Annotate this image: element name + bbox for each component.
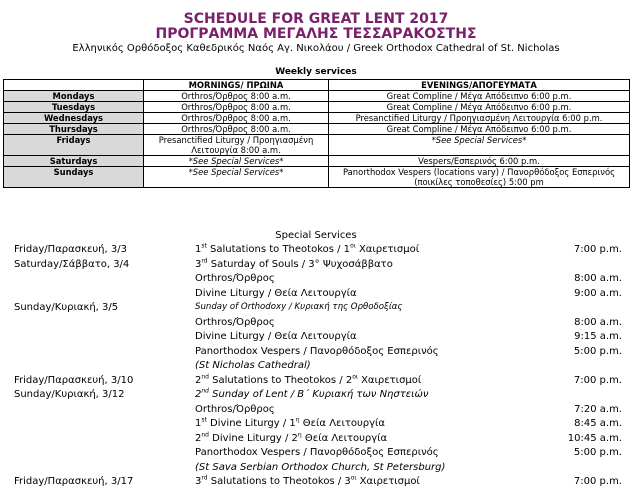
service-text-tail: Θεία Λειτουργία xyxy=(299,418,385,429)
service-text: Divine Liturgy / 1 xyxy=(206,418,296,429)
service-text-tail: Χαιρετισμοί xyxy=(357,375,422,386)
weekday-cell: Saturdays xyxy=(4,156,144,167)
service-time: 8:00 a.m. xyxy=(574,317,622,328)
evening-cell: *See Special Services* xyxy=(329,135,630,156)
ordinal-suffix-greek: η xyxy=(295,416,300,424)
evening-cell: Presanctified Liturgy / Προηγιασμένη Λειτουργία 6:00 p.m. xyxy=(329,113,630,124)
special-services-heading: Special Services xyxy=(275,230,357,241)
service-ordinal: 2 xyxy=(195,433,202,444)
service-name xyxy=(195,461,445,474)
service-text: (St Nicholas Cathedral) xyxy=(195,360,311,371)
ordinal-suffix-greek: η xyxy=(297,431,302,439)
service-text: Divine Liturgy / Θεία Λειτουργία xyxy=(195,288,357,299)
service-name xyxy=(195,388,429,401)
service-time: 10:45 a.m. xyxy=(567,433,622,444)
table-row xyxy=(4,91,630,102)
ordinal-suffix: st xyxy=(201,242,207,250)
service-time: 5:00 p.m. xyxy=(573,346,622,357)
service-name xyxy=(195,272,275,285)
weekday-cell: Tuesdays xyxy=(4,102,144,113)
service-text-tail: Θεία Λειτουργία xyxy=(301,433,388,444)
table-row xyxy=(4,102,630,113)
service-time: 7:00 p.m. xyxy=(573,375,622,386)
service-time: 8:00 a.m. xyxy=(574,273,622,284)
service-date: Friday/Παρασκευή, 3/3 xyxy=(14,244,127,255)
service-text: Sunday of Lent / Β΄ Κυριακή των Νηστειών xyxy=(209,389,429,400)
title-greek: ΠΡΟΓΡΑΜΜΑ ΜΕΓΑΛΗΣ ΤΕΣΣΑΡΑΚΟΣΤΗΣ xyxy=(155,26,477,42)
weekday-cell: Fridays xyxy=(4,135,144,156)
service-name xyxy=(195,258,393,271)
title-english: SCHEDULE FOR GREAT LENT 2017 xyxy=(183,11,449,27)
weekday-cell: Wednesdays xyxy=(4,113,144,124)
evening-cell: Great Compline / Μέγα Απόδειπνο 6:00 p.m. xyxy=(329,102,630,113)
service-text-tail: Χαιρετισμοί xyxy=(355,244,420,255)
header-empty xyxy=(4,80,144,91)
service-date: Saturday/Σάββατο, 3/4 xyxy=(14,259,130,270)
header-evenings: EVENINGS/ΑΠΟΓΕΥΜΑΤΑ xyxy=(329,80,630,91)
weekday-cell: Sundays xyxy=(4,167,144,188)
weekly-services-heading: Weekly services xyxy=(275,67,357,77)
service-name xyxy=(195,432,387,445)
table-row xyxy=(4,113,630,124)
service-name xyxy=(195,316,275,329)
evening-cell: Vespers/Εσπερινός 6:00 p.m. xyxy=(329,156,630,167)
table-row xyxy=(4,156,630,167)
service-ordinal: 1 xyxy=(195,244,202,255)
cathedral-subtitle: Ελληνικός Ορθόδοξος Καθεδρικός Ναός Αγ. Νικολάου / Greek Orthodox Cathedral of St. Nicholas xyxy=(72,43,560,54)
service-ordinal: 2 xyxy=(195,389,202,400)
service-name xyxy=(195,403,275,416)
service-date: Sunday/Κυριακή, 3/5 xyxy=(14,302,119,313)
service-date: Friday/Παρασκευή, 3/17 xyxy=(14,476,134,487)
ordinal-suffix-greek: οι xyxy=(350,474,357,482)
header-mornings: MORNINGS/ ΠΡΩΙΝΑ xyxy=(144,80,329,91)
ordinal-suffix: rd xyxy=(201,257,208,265)
evening-cell: Great Compline / Μέγα Απόδειπνο 6:00 p.m. xyxy=(329,124,630,135)
service-text: Salutations to Theotokos / 1 xyxy=(206,244,351,255)
ordinal-suffix-greek: οι xyxy=(352,373,358,381)
service-name xyxy=(195,359,311,372)
service-time: 7:00 p.m. xyxy=(573,244,622,255)
weekday-cell: Thursdays xyxy=(4,124,144,135)
service-name xyxy=(195,446,439,459)
service-text: Divine Liturgy / 2 xyxy=(209,433,298,444)
service-text: Divine Liturgy / Θεία Λειτουργία xyxy=(195,331,357,342)
service-name xyxy=(195,345,439,358)
service-text: Sunday of Orthodoxy / Κυριακή της Ορθοδοξίας xyxy=(195,302,403,312)
service-date: Friday/Παρασκευή, 3/10 xyxy=(14,375,134,386)
service-text: (St Sava Serbian Orthodox Church, St Petersburg) xyxy=(195,462,446,473)
morning-cell: *See Special Services* xyxy=(144,156,329,167)
service-ordinal: 1 xyxy=(195,418,202,429)
service-text: Saturday of Souls / 3° Ψυχοσάββατο xyxy=(207,259,393,270)
service-time: 8:45 a.m. xyxy=(574,418,622,429)
morning-cell: Orthros/Όρθρος 8:00 a.m. xyxy=(144,113,329,124)
service-time: 7:20 a.m. xyxy=(574,404,622,415)
evening-cell: Great Compline / Μέγα Απόδειπνο 6:00 p.m. xyxy=(329,91,630,102)
service-name xyxy=(195,374,421,387)
ordinal-suffix: nd xyxy=(201,431,209,439)
table-row xyxy=(4,167,630,188)
service-text: Panorthodox Vespers / Πανορθόδοξος Εσπερινός xyxy=(195,346,439,357)
service-name xyxy=(195,417,385,430)
service-name xyxy=(195,475,420,488)
service-ordinal: 3 xyxy=(195,476,202,487)
service-name xyxy=(195,330,357,343)
ordinal-suffix: nd xyxy=(201,373,209,381)
service-text: Salutations to Theotokos / 3 xyxy=(207,476,351,487)
service-ordinal: 3 xyxy=(195,259,202,270)
service-text-tail: Χαιρετισμοί xyxy=(356,476,420,487)
service-date: Sunday/Κυριακή, 3/12 xyxy=(14,389,125,400)
ordinal-suffix: rd xyxy=(201,474,208,482)
service-text: Orthros/Όρθρος xyxy=(195,317,275,328)
evening-cell: Panorthodox Vespers (locations vary) / Πανορθόδοξος Εσπερινός (ποικίλες τοποθεσίες) 5:00 pm xyxy=(329,167,630,188)
service-time: 9:15 a.m. xyxy=(574,331,622,342)
service-ordinal: 2 xyxy=(195,375,202,386)
service-text: Orthros/Όρθρος xyxy=(195,404,275,415)
service-name xyxy=(195,243,419,256)
table-row xyxy=(4,124,630,135)
ordinal-suffix: st xyxy=(201,416,207,424)
weekday-cell: Mondays xyxy=(4,91,144,102)
service-text: Orthros/Όρθρος xyxy=(195,273,275,284)
morning-cell: Orthros/Όρθρος 8:00 a.m. xyxy=(144,91,329,102)
service-name xyxy=(195,301,402,314)
table-header-row xyxy=(4,80,630,91)
morning-cell: Presanctified Liturgy / Προηγιασμένη Λειτουργία 8:00 a.m. xyxy=(144,135,329,156)
service-time: 7:00 p.m. xyxy=(573,476,622,487)
ordinal-suffix-greek: οι xyxy=(350,242,356,250)
ordinal-suffix: nd xyxy=(201,387,209,395)
service-text: Panorthodox Vespers / Πανορθόδοξος Εσπερινός xyxy=(195,447,439,458)
service-time: 9:00 a.m. xyxy=(574,288,622,299)
morning-cell: Orthros/Όρθρος 8:00 a.m. xyxy=(144,124,329,135)
morning-cell: Orthros/Όρθρος 8:00 a.m. xyxy=(144,102,329,113)
weekly-services-table xyxy=(3,79,630,188)
service-name xyxy=(195,287,357,300)
morning-cell: *See Special Services* xyxy=(144,167,329,188)
service-time: 5:00 p.m. xyxy=(573,447,622,458)
table-row xyxy=(4,135,630,156)
service-text: Salutations to Theotokos / 2 xyxy=(209,375,353,386)
